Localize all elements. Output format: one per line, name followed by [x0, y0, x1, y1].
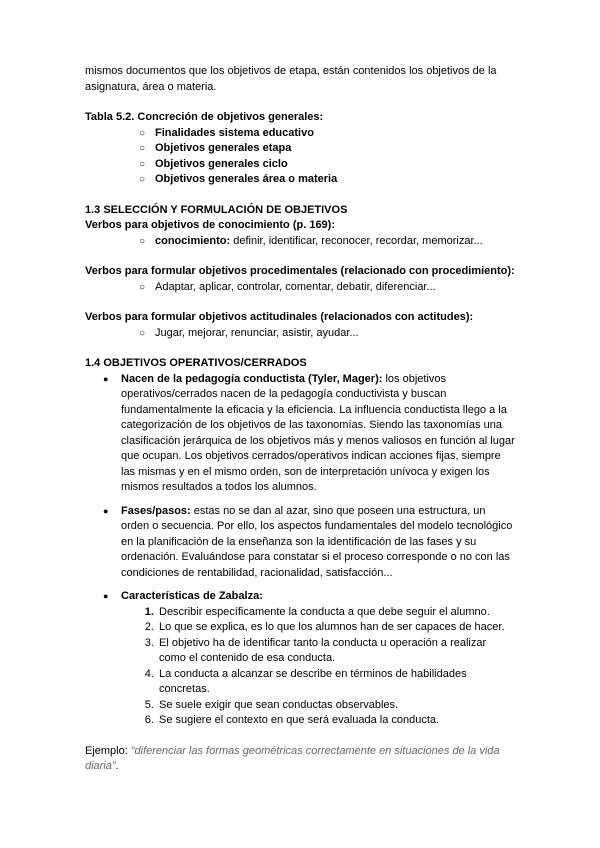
list-item-text: Objetivos generales ciclo	[155, 157, 288, 170]
conocimiento-label: conocimiento:	[155, 234, 231, 247]
bullet-text	[121, 589, 516, 605]
list-item	[85, 157, 516, 173]
tabla-list	[85, 126, 516, 188]
list-item: 4. La conducta a alcanzar se describe en términos de habilidades concretas.	[157, 667, 516, 698]
list-item: 5. Se suele exigir que sean conductas observables.	[157, 698, 516, 714]
procedimentales-heading: Verbos para formular objetivos procedimentales (relacionado con procedimiento):	[85, 265, 515, 277]
list-item-text: Finalidades sistema educativo	[155, 126, 314, 139]
circle-bullet-icon: ○	[139, 235, 146, 247]
circle-bullet-icon: ○	[139, 158, 146, 170]
sec13-heading: 1.3 SELECCIÓN Y FORMULACIÓN DE OBJETIVOS	[85, 203, 348, 216]
circle-bullet-icon: ○	[139, 281, 146, 293]
circle-bullet-icon: ○	[139, 127, 146, 139]
bullet-body: los objetivos operativos/cerrados nacen de la pedagogía conductivista y buscan fundamentalmente la eficacia y la eficiencia. La influencia conductista llego a la categorización de los objetivos de las taxonomías. Siendo las taxonomías una clasificación jerárquica de los objetivos más y menos valiosos en función al lugar que ocupan. Los objetivos cerrados/operativos indican acciones fijas, siempre las mismas y en el mismo orden, son de interpretación unívoca y exigen los mismos resultados a todos los alumnos.	[121, 372, 515, 493]
list-item	[85, 141, 516, 157]
bullet-text	[121, 372, 516, 496]
list-item	[85, 126, 516, 142]
tabla-heading: Tabla 5.2. Concreción de objetivos generales:	[85, 111, 324, 123]
list-item	[85, 280, 516, 296]
list-item: 3. El objetivo ha de identificar tanto la conducta u operación a realizar como el contenido de esa conducta.	[157, 636, 516, 667]
actitudinales-heading: Verbos para formular objetivos actitudinales (relacionados con actitudes):	[85, 311, 474, 323]
list-item	[85, 172, 516, 188]
example-tail: .	[115, 760, 119, 772]
disc-bullet-icon: ●	[103, 505, 109, 516]
bullet-lead: Fases/pasos:	[121, 504, 191, 517]
conocimiento-list	[85, 234, 516, 250]
conocimiento-verbs: definir, identificar, reconocer, recordar, memorizar...	[230, 234, 483, 247]
sec13-subheading: Verbos para objetivos de conocimiento (p. 169):	[85, 219, 336, 231]
example-label: Ejemplo:	[85, 744, 131, 757]
example-paragraph	[85, 744, 516, 775]
zabalza-list	[139, 605, 516, 729]
circle-bullet-icon: ○	[139, 327, 146, 339]
intro-paragraph: mismos documentos que los objetivos de etapa, están contenidos los objetivos de la asignatura, área o materia.	[85, 65, 497, 93]
bullet-item	[85, 589, 516, 605]
disc-bullet-icon: ●	[103, 373, 109, 384]
bullet-lead: Características de Zabalza:	[121, 590, 263, 602]
list-item-text: Jugar, mejorar, renunciar, asistir, ayudar...	[155, 326, 359, 339]
bullet-text	[121, 504, 516, 582]
example-quote: “diferenciar las formas geométricas correctamente en situaciones de la vida diaria”	[85, 744, 500, 772]
bullet-item	[85, 504, 516, 582]
list-item	[85, 234, 516, 250]
bullet-body: estas no se dan al azar, sino que poseen una estructura, un orden o secuencia. Por ello, los aspectos fundamentales del modelo tecnológico en la planificación de la enseñanza son la identificación de las fases y su ordenación. Evaluándose para constatar si el proceso corresponde o no con las condiciones de rentabilidad, racionalidad, satisfacción...	[121, 504, 513, 579]
list-item-text: Adaptar, aplicar, controlar, comentar, debatir, diferenciar...	[155, 280, 436, 293]
bullet-lead: Nacen de la pedagogía conductista (Tyler, Mager):	[121, 372, 383, 385]
list-item: 2. Lo que se explica, es lo que los alumnos han de ser capaces de hacer.	[157, 620, 516, 636]
list-item-text: Objetivos generales etapa	[155, 142, 292, 154]
actitudinales-list	[85, 326, 516, 342]
sec14-heading: 1.4 OBJETIVOS OPERATIVOS/CERRADOS	[85, 357, 307, 369]
bullet-item	[85, 372, 516, 496]
list-item-text: Objetivos generales área o materia	[155, 173, 338, 185]
circle-bullet-icon: ○	[139, 174, 146, 185]
list-item: 6. Se sugiere el contexto en que será evaluada la conducta.	[157, 713, 516, 729]
list-item: 1. Describir específicamente la conducta a que debe seguir el alumno.	[157, 605, 516, 621]
disc-bullet-icon: ●	[103, 591, 109, 601]
procedimentales-list	[85, 280, 516, 296]
list-item-text	[155, 234, 516, 250]
list-item	[85, 326, 516, 342]
circle-bullet-icon: ○	[139, 143, 146, 154]
